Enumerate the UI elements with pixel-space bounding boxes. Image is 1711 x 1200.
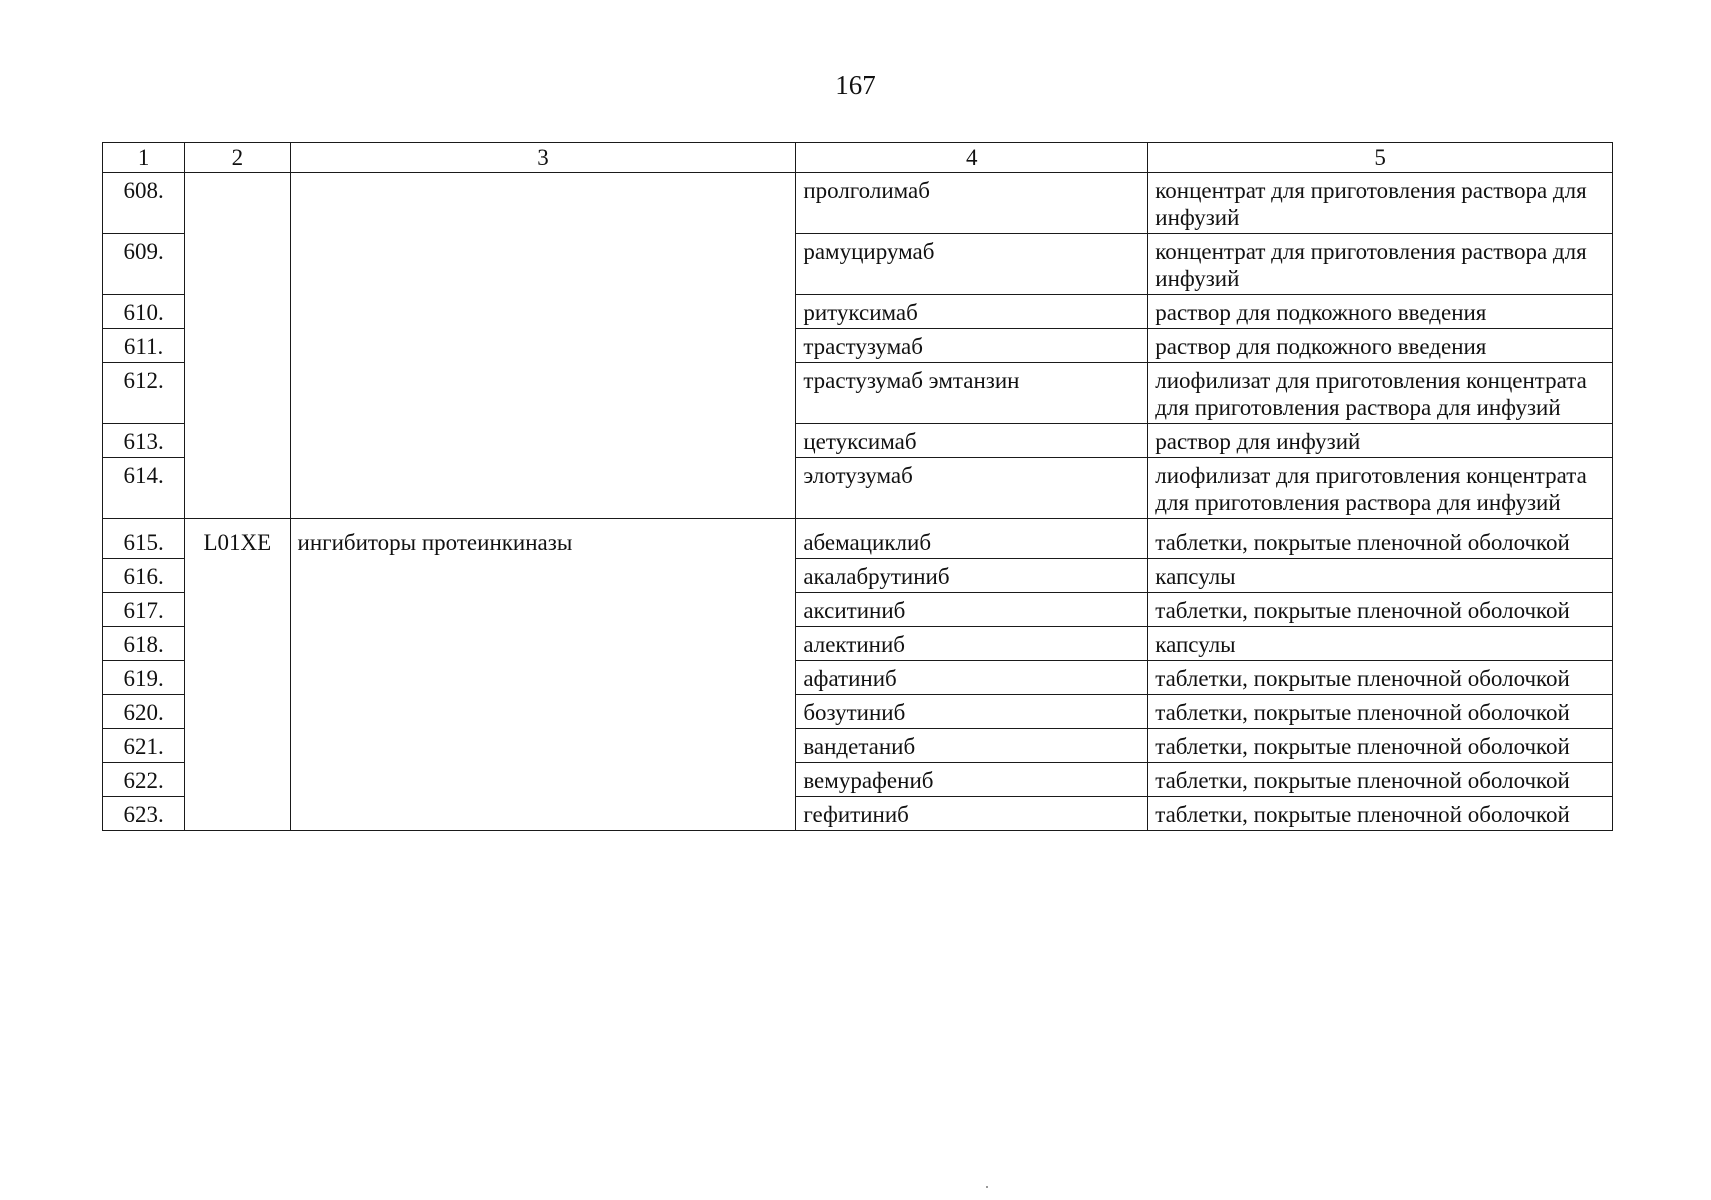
- row-number-cell: 615.: [103, 519, 185, 559]
- header-col-2: 2: [185, 143, 290, 173]
- row-number-cell: 622.: [103, 763, 185, 797]
- dosage-form-cell: таблетки, покрытые пленочной оболочкой: [1148, 593, 1613, 627]
- atc-code-cell: [185, 173, 290, 519]
- group-name-cell: ингибиторы протеинкиназы: [290, 519, 796, 831]
- table-row: [103, 519, 1613, 559]
- drug-name-cell: бозутиниб: [796, 695, 1148, 729]
- row-number-cell: 620.: [103, 695, 185, 729]
- dosage-form-cell: таблетки, покрытые пленочной оболочкой: [1148, 661, 1613, 695]
- dosage-form-cell: концентрат для приготовления раствора для инфузий: [1148, 173, 1613, 234]
- dosage-form-cell: капсулы: [1148, 627, 1613, 661]
- row-number-cell: 608.: [103, 173, 185, 234]
- header-col-4: 4: [796, 143, 1148, 173]
- dosage-form-cell: концентрат для приготовления раствора для инфузий: [1148, 234, 1613, 295]
- table-header: [103, 143, 1613, 173]
- header-col-5: 5: [1148, 143, 1613, 173]
- drug-name-cell: пролголимаб: [796, 173, 1148, 234]
- row-number-cell: 609.: [103, 234, 185, 295]
- row-number-cell: 623.: [103, 797, 185, 831]
- drug-table: [102, 142, 1613, 831]
- row-number-cell: 619.: [103, 661, 185, 695]
- drug-name-cell: акалабрутиниб: [796, 559, 1148, 593]
- dosage-form-cell: таблетки, покрытые пленочной оболочкой: [1148, 519, 1613, 559]
- row-number-cell: 613.: [103, 424, 185, 458]
- table-body: [103, 173, 1613, 831]
- drug-name-cell: цетуксимаб: [796, 424, 1148, 458]
- dosage-form-cell: таблетки, покрытые пленочной оболочкой: [1148, 729, 1613, 763]
- dosage-form-cell: лиофилизат для приготовления концентрата для приготовления раствора для инфузий: [1148, 458, 1613, 519]
- dosage-form-cell: капсулы: [1148, 559, 1613, 593]
- drug-name-cell: абемациклиб: [796, 519, 1148, 559]
- drug-name-cell: вемурафениб: [796, 763, 1148, 797]
- drug-name-cell: алектиниб: [796, 627, 1148, 661]
- row-number-cell: 618.: [103, 627, 185, 661]
- dosage-form-cell: таблетки, покрытые пленочной оболочкой: [1148, 797, 1613, 831]
- drug-name-cell: гефитиниб: [796, 797, 1148, 831]
- table-row: [103, 173, 1613, 234]
- drug-name-cell: афатиниб: [796, 661, 1148, 695]
- row-number-cell: 621.: [103, 729, 185, 763]
- dosage-form-cell: раствор для инфузий: [1148, 424, 1613, 458]
- row-number-cell: 614.: [103, 458, 185, 519]
- dosage-form-cell: таблетки, покрытые пленочной оболочкой: [1148, 695, 1613, 729]
- scan-speck: [986, 1186, 988, 1188]
- drug-name-cell: вандетаниб: [796, 729, 1148, 763]
- row-number-cell: 617.: [103, 593, 185, 627]
- page-number: 167: [835, 70, 876, 100]
- row-number-cell: 610.: [103, 295, 185, 329]
- header-col-3: 3: [290, 143, 796, 173]
- row-number-cell: 611.: [103, 329, 185, 363]
- group-name-cell: [290, 173, 796, 519]
- row-number-cell: 616.: [103, 559, 185, 593]
- row-number-cell: 612.: [103, 363, 185, 424]
- dosage-form-cell: раствор для подкожного введения: [1148, 329, 1613, 363]
- header-row: [103, 143, 1613, 173]
- dosage-form-cell: раствор для подкожного введения: [1148, 295, 1613, 329]
- drug-name-cell: элотузумаб: [796, 458, 1148, 519]
- dosage-form-cell: таблетки, покрытые пленочной оболочкой: [1148, 763, 1613, 797]
- dosage-form-cell: лиофилизат для приготовления концентрата для приготовления раствора для инфузий: [1148, 363, 1613, 424]
- drug-name-cell: трастузумаб: [796, 329, 1148, 363]
- drug-name-cell: акситиниб: [796, 593, 1148, 627]
- header-col-1: 1: [103, 143, 185, 173]
- drug-name-cell: рамуцирумаб: [796, 234, 1148, 295]
- atc-code-cell: L01XE: [185, 519, 290, 831]
- drug-name-cell: ритуксимаб: [796, 295, 1148, 329]
- drug-name-cell: трастузумаб эмтанзин: [796, 363, 1148, 424]
